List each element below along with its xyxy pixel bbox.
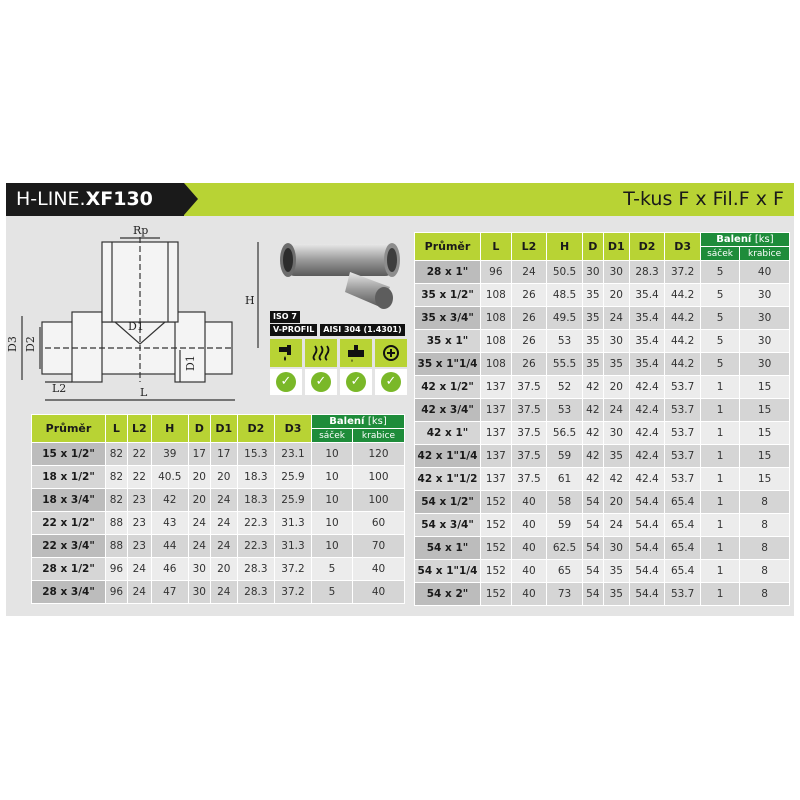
table-cell: 1 bbox=[700, 399, 739, 422]
table-cell: 152 bbox=[481, 560, 512, 583]
table-cell: 37.5 bbox=[511, 376, 547, 399]
table-cell: 24 bbox=[603, 399, 629, 422]
table-cell: 42.4 bbox=[629, 376, 665, 399]
row-size: 54 x 2" bbox=[415, 583, 481, 606]
table-cell: 59 bbox=[547, 445, 583, 468]
table-cell: 8 bbox=[740, 514, 790, 537]
table-cell: 48.5 bbox=[547, 284, 583, 307]
col-l: L bbox=[106, 415, 128, 443]
table-row bbox=[415, 376, 790, 399]
table-cell: 17 bbox=[210, 443, 237, 466]
table-cell: 30 bbox=[582, 261, 603, 284]
table-cell: 42 bbox=[603, 468, 629, 491]
table-cell: 40.5 bbox=[151, 466, 188, 489]
rp-label: Rp bbox=[133, 224, 149, 237]
table-cell: 42 bbox=[582, 422, 603, 445]
table-cell: 5 bbox=[700, 261, 739, 284]
table-cell: 54.4 bbox=[629, 514, 665, 537]
table-cell: 56.5 bbox=[547, 422, 583, 445]
table-cell: 1 bbox=[700, 537, 739, 560]
table-cell: 65.4 bbox=[665, 560, 701, 583]
table-cell: 82 bbox=[106, 489, 128, 512]
table-cell: 55.5 bbox=[547, 353, 583, 376]
table-cell: 73 bbox=[547, 583, 583, 606]
table-cell: 20 bbox=[603, 491, 629, 514]
col-sacek: sáček bbox=[312, 429, 353, 443]
table-cell: 54 bbox=[582, 491, 603, 514]
table-cell: 35 bbox=[603, 560, 629, 583]
table-cell: 35.4 bbox=[629, 353, 665, 376]
row-size: 35 x 1"1/4 bbox=[415, 353, 481, 376]
l2-label: L2 bbox=[52, 382, 67, 395]
table-cell: 28.3 bbox=[237, 581, 274, 604]
table-cell: 24 bbox=[210, 535, 237, 558]
table-cell: 15 bbox=[740, 422, 790, 445]
dimensions-table-left bbox=[31, 414, 405, 604]
table-row bbox=[415, 491, 790, 514]
table-cell: 65.4 bbox=[665, 514, 701, 537]
table-cell: 1 bbox=[700, 491, 739, 514]
table-cell: 18.3 bbox=[237, 489, 274, 512]
row-size: 42 x 1"1/2 bbox=[415, 468, 481, 491]
table-cell: 24 bbox=[210, 581, 237, 604]
dimensions-table-right bbox=[414, 232, 790, 606]
table-cell: 40 bbox=[353, 558, 405, 581]
table-row bbox=[415, 399, 790, 422]
table-cell: 22 bbox=[127, 443, 151, 466]
row-size: 18 x 3/4" bbox=[32, 489, 106, 512]
table-cell: 5 bbox=[700, 284, 739, 307]
row-size: 18 x 1/2" bbox=[32, 466, 106, 489]
table-row bbox=[32, 489, 405, 512]
row-size: 22 x 3/4" bbox=[32, 535, 106, 558]
table-cell: 54 bbox=[582, 583, 603, 606]
table-cell: 24 bbox=[188, 512, 210, 535]
col-krabice: krabice bbox=[353, 429, 405, 443]
col-d1: D1 bbox=[210, 415, 237, 443]
table-cell: 22.3 bbox=[237, 512, 274, 535]
table-cell: 37.2 bbox=[274, 581, 311, 604]
table-cell: 15 bbox=[740, 468, 790, 491]
table-cell: 58 bbox=[547, 491, 583, 514]
table-cell: 20 bbox=[210, 466, 237, 489]
table-cell: 8 bbox=[740, 560, 790, 583]
row-size: 35 x 1/2" bbox=[415, 284, 481, 307]
table-row bbox=[32, 558, 405, 581]
table-cell: 23 bbox=[127, 489, 151, 512]
table-cell: 54 bbox=[582, 514, 603, 537]
table-cell: 23 bbox=[127, 535, 151, 558]
table-cell: 1 bbox=[700, 376, 739, 399]
table-row bbox=[32, 581, 405, 604]
col-krabice: krabice bbox=[740, 247, 790, 261]
table-cell: 53.7 bbox=[665, 468, 701, 491]
table-cell: 108 bbox=[481, 307, 512, 330]
table-row bbox=[415, 307, 790, 330]
table-cell: 44.2 bbox=[665, 284, 701, 307]
table-cell: 24 bbox=[127, 581, 151, 604]
row-size: 35 x 3/4" bbox=[415, 307, 481, 330]
table-cell: 40 bbox=[511, 560, 547, 583]
table-cell: 70 bbox=[353, 535, 405, 558]
table-cell: 24 bbox=[603, 307, 629, 330]
table-row bbox=[415, 468, 790, 491]
row-size: 28 x 3/4" bbox=[32, 581, 106, 604]
row-size: 35 x 1" bbox=[415, 330, 481, 353]
table-cell: 23 bbox=[127, 512, 151, 535]
table-cell: 28.3 bbox=[629, 261, 665, 284]
col-d: D bbox=[582, 233, 603, 261]
table-cell: 54.4 bbox=[629, 491, 665, 514]
d3-label: D3 bbox=[6, 336, 19, 352]
table-cell: 65.4 bbox=[665, 537, 701, 560]
table-cell: 10 bbox=[312, 535, 353, 558]
table-cell: 30 bbox=[740, 353, 790, 376]
table-cell: 100 bbox=[353, 466, 405, 489]
table-cell: 152 bbox=[481, 514, 512, 537]
table-cell: 5 bbox=[700, 330, 739, 353]
row-size: 42 x 1" bbox=[415, 422, 481, 445]
table-cell: 152 bbox=[481, 491, 512, 514]
row-size: 42 x 3/4" bbox=[415, 399, 481, 422]
col-h: H bbox=[547, 233, 583, 261]
table-row bbox=[415, 445, 790, 468]
table-cell: 35 bbox=[603, 445, 629, 468]
table-cell: 25.9 bbox=[274, 489, 311, 512]
row-size: 54 x 1" bbox=[415, 537, 481, 560]
table-cell: 53 bbox=[547, 399, 583, 422]
table-cell: 96 bbox=[106, 558, 128, 581]
table-cell: 120 bbox=[353, 443, 405, 466]
d2-label: D2 bbox=[24, 336, 37, 352]
table-cell: 8 bbox=[740, 537, 790, 560]
table-cell: 37.2 bbox=[665, 261, 701, 284]
table-cell: 62.5 bbox=[547, 537, 583, 560]
table-cell: 61 bbox=[547, 468, 583, 491]
table-cell: 42.4 bbox=[629, 399, 665, 422]
table-cell: 24 bbox=[188, 535, 210, 558]
product-line: H-LINE. bbox=[16, 188, 86, 210]
table-cell: 40 bbox=[511, 491, 547, 514]
check-icon: ✓ bbox=[375, 369, 407, 395]
row-size: 54 x 1/2" bbox=[415, 491, 481, 514]
table-cell: 152 bbox=[481, 537, 512, 560]
table-cell: 1 bbox=[700, 514, 739, 537]
table-cell: 24 bbox=[511, 261, 547, 284]
table-cell: 30 bbox=[603, 330, 629, 353]
row-size: 28 x 1" bbox=[415, 261, 481, 284]
table-cell: 8 bbox=[740, 583, 790, 606]
check-icon: ✓ bbox=[270, 369, 302, 395]
table-cell: 30 bbox=[603, 261, 629, 284]
table-cell: 40 bbox=[353, 581, 405, 604]
table-row bbox=[32, 512, 405, 535]
d1-label: D1 bbox=[128, 320, 144, 333]
table-cell: 42.4 bbox=[629, 468, 665, 491]
col-d1: D1 bbox=[603, 233, 629, 261]
gas-tap-icon bbox=[340, 339, 372, 367]
col-l2: L2 bbox=[511, 233, 547, 261]
table-cell: 24 bbox=[210, 489, 237, 512]
col-baleni: Balení [ks] bbox=[700, 233, 789, 247]
table-row bbox=[415, 422, 790, 445]
table-cell: 24 bbox=[603, 514, 629, 537]
table-cell: 10 bbox=[312, 443, 353, 466]
table-cell: 30 bbox=[740, 307, 790, 330]
vprofil-badge: V-PROFIL bbox=[270, 324, 317, 336]
table-cell: 5 bbox=[312, 558, 353, 581]
aisi-badge: AISI 304 (1.4301) bbox=[320, 324, 404, 336]
col-prumer: Průměr bbox=[32, 415, 106, 443]
table-row bbox=[32, 443, 405, 466]
table-cell: 59 bbox=[547, 514, 583, 537]
technical-drawing bbox=[6, 222, 268, 412]
table-row bbox=[32, 535, 405, 558]
table-cell: 15 bbox=[740, 376, 790, 399]
table-row bbox=[32, 466, 405, 489]
table-cell: 40 bbox=[511, 514, 547, 537]
table-cell: 20 bbox=[188, 466, 210, 489]
table-cell: 5 bbox=[700, 353, 739, 376]
table-cell: 49.5 bbox=[547, 307, 583, 330]
table-cell: 42 bbox=[582, 399, 603, 422]
table-cell: 96 bbox=[481, 261, 512, 284]
table-cell: 1 bbox=[700, 468, 739, 491]
col-l2: L2 bbox=[127, 415, 151, 443]
product-photo bbox=[270, 222, 410, 310]
table-cell: 44 bbox=[151, 535, 188, 558]
table-cell: 53.7 bbox=[665, 376, 701, 399]
table-row bbox=[415, 353, 790, 376]
table-cell: 37.2 bbox=[274, 558, 311, 581]
table-cell: 100 bbox=[353, 489, 405, 512]
table-cell: 35 bbox=[603, 353, 629, 376]
table-cell: 30 bbox=[603, 422, 629, 445]
table-cell: 53.7 bbox=[665, 445, 701, 468]
table-cell: 37.5 bbox=[511, 422, 547, 445]
table-cell: 1 bbox=[700, 422, 739, 445]
table-cell: 39 bbox=[151, 443, 188, 466]
table-cell: 18.3 bbox=[237, 466, 274, 489]
col-prumer: Průměr bbox=[415, 233, 481, 261]
table-cell: 42 bbox=[582, 445, 603, 468]
table-cell: 37.5 bbox=[511, 399, 547, 422]
table-cell: 30 bbox=[603, 537, 629, 560]
row-size: 54 x 3/4" bbox=[415, 514, 481, 537]
table-cell: 137 bbox=[481, 376, 512, 399]
table-cell: 24 bbox=[210, 512, 237, 535]
table-cell: 17 bbox=[188, 443, 210, 466]
table-row bbox=[415, 330, 790, 353]
col-baleni: Balení [ks] bbox=[312, 415, 405, 429]
table-cell: 5 bbox=[700, 307, 739, 330]
table-cell: 137 bbox=[481, 399, 512, 422]
feature-badges bbox=[270, 311, 415, 403]
table-cell: 35 bbox=[582, 353, 603, 376]
table-cell: 65 bbox=[547, 560, 583, 583]
table-cell: 54 bbox=[582, 537, 603, 560]
table-cell: 35 bbox=[582, 307, 603, 330]
table-cell: 20 bbox=[603, 284, 629, 307]
table-cell: 53 bbox=[547, 330, 583, 353]
table-cell: 108 bbox=[481, 353, 512, 376]
col-d: D bbox=[188, 415, 210, 443]
col-d3: D3 bbox=[274, 415, 311, 443]
row-size: 42 x 1/2" bbox=[415, 376, 481, 399]
table-cell: 25.9 bbox=[274, 466, 311, 489]
iso-badge: ISO 7 bbox=[270, 311, 300, 323]
col-sacek: sáček bbox=[700, 247, 739, 261]
table-row bbox=[415, 514, 790, 537]
table-cell: 96 bbox=[106, 581, 128, 604]
table-cell: 53.7 bbox=[665, 583, 701, 606]
col-l: L bbox=[481, 233, 512, 261]
table-cell: 15 bbox=[740, 399, 790, 422]
table-cell: 137 bbox=[481, 445, 512, 468]
table-cell: 82 bbox=[106, 466, 128, 489]
table-cell: 54.4 bbox=[629, 560, 665, 583]
table-cell: 37.5 bbox=[511, 445, 547, 468]
table-cell: 26 bbox=[511, 307, 547, 330]
table-cell: 137 bbox=[481, 468, 512, 491]
table-cell: 53.7 bbox=[665, 422, 701, 445]
compressed-air-icon bbox=[375, 339, 407, 367]
table-cell: 30 bbox=[740, 330, 790, 353]
table-row bbox=[415, 537, 790, 560]
table-cell: 8 bbox=[740, 491, 790, 514]
table-cell: 1 bbox=[700, 445, 739, 468]
table-cell: 26 bbox=[511, 353, 547, 376]
table-cell: 23.1 bbox=[274, 443, 311, 466]
table-cell: 22.3 bbox=[237, 535, 274, 558]
product-number: XF130 bbox=[85, 188, 153, 210]
table-cell: 88 bbox=[106, 535, 128, 558]
table-cell: 31.3 bbox=[274, 512, 311, 535]
table-cell: 26 bbox=[511, 284, 547, 307]
table-cell: 22 bbox=[127, 466, 151, 489]
table-cell: 24 bbox=[127, 558, 151, 581]
col-d3: D3 bbox=[665, 233, 701, 261]
table-cell: 15 bbox=[740, 445, 790, 468]
table-cell: 43 bbox=[151, 512, 188, 535]
check-icon: ✓ bbox=[305, 369, 337, 395]
table-cell: 137 bbox=[481, 422, 512, 445]
row-size: 22 x 1/2" bbox=[32, 512, 106, 535]
h-label: H bbox=[245, 294, 255, 307]
table-cell: 42 bbox=[582, 376, 603, 399]
header-chevron bbox=[184, 183, 198, 215]
table-cell: 44.2 bbox=[665, 353, 701, 376]
table-cell: 42 bbox=[151, 489, 188, 512]
header bbox=[6, 183, 794, 216]
table-cell: 30 bbox=[188, 581, 210, 604]
table-cell: 108 bbox=[481, 330, 512, 353]
table-cell: 35.4 bbox=[629, 284, 665, 307]
table-cell: 5 bbox=[312, 581, 353, 604]
table-cell: 53.7 bbox=[665, 399, 701, 422]
table-cell: 28.3 bbox=[237, 558, 274, 581]
table-cell: 82 bbox=[106, 443, 128, 466]
l-label: L bbox=[140, 386, 148, 399]
product-title: T-kus F x Fil.F x F bbox=[623, 188, 784, 210]
table-cell: 52 bbox=[547, 376, 583, 399]
table-cell: 40 bbox=[740, 261, 790, 284]
table-cell: 108 bbox=[481, 284, 512, 307]
check-icon: ✓ bbox=[340, 369, 372, 395]
table-cell: 20 bbox=[603, 376, 629, 399]
table-cell: 54 bbox=[582, 560, 603, 583]
table-cell: 30 bbox=[740, 284, 790, 307]
table-cell: 10 bbox=[312, 512, 353, 535]
table-cell: 46 bbox=[151, 558, 188, 581]
table-cell: 42.4 bbox=[629, 422, 665, 445]
table-cell: 37.5 bbox=[511, 468, 547, 491]
heating-icon bbox=[305, 339, 337, 367]
table-cell: 65.4 bbox=[665, 491, 701, 514]
table-cell: 26 bbox=[511, 330, 547, 353]
table-cell: 20 bbox=[210, 558, 237, 581]
row-size: 28 x 1/2" bbox=[32, 558, 106, 581]
table-cell: 50.5 bbox=[547, 261, 583, 284]
row-size: 54 x 1"1/4 bbox=[415, 560, 481, 583]
table-cell: 20 bbox=[188, 489, 210, 512]
table-cell: 31.3 bbox=[274, 535, 311, 558]
table-cell: 54.4 bbox=[629, 537, 665, 560]
table-cell: 35.4 bbox=[629, 307, 665, 330]
table-row bbox=[415, 261, 790, 284]
table-cell: 42.4 bbox=[629, 445, 665, 468]
table-cell: 30 bbox=[188, 558, 210, 581]
table-cell: 10 bbox=[312, 466, 353, 489]
table-cell: 44.2 bbox=[665, 307, 701, 330]
col-d2: D2 bbox=[629, 233, 665, 261]
table-cell: 40 bbox=[511, 583, 547, 606]
table-cell: 60 bbox=[353, 512, 405, 535]
table-cell: 35 bbox=[603, 583, 629, 606]
table-cell: 40 bbox=[511, 537, 547, 560]
table-cell: 152 bbox=[481, 583, 512, 606]
table-row bbox=[415, 284, 790, 307]
table-cell: 35 bbox=[582, 284, 603, 307]
table-cell: 10 bbox=[312, 489, 353, 512]
table-cell: 54.4 bbox=[629, 583, 665, 606]
row-size: 42 x 1"1/4 bbox=[415, 445, 481, 468]
table-cell: 88 bbox=[106, 512, 128, 535]
table-cell: 15.3 bbox=[237, 443, 274, 466]
drinking-water-icon bbox=[270, 339, 302, 367]
d1-right-label: D1 bbox=[184, 355, 197, 371]
col-h: H bbox=[151, 415, 188, 443]
table-cell: 1 bbox=[700, 583, 739, 606]
table-row bbox=[415, 560, 790, 583]
table-cell: 35.4 bbox=[629, 330, 665, 353]
product-code bbox=[6, 183, 184, 216]
table-row bbox=[415, 583, 790, 606]
row-size: 15 x 1/2" bbox=[32, 443, 106, 466]
table-cell: 47 bbox=[151, 581, 188, 604]
table-cell: 1 bbox=[700, 560, 739, 583]
col-d2: D2 bbox=[237, 415, 274, 443]
table-cell: 44.2 bbox=[665, 330, 701, 353]
table-cell: 35 bbox=[582, 330, 603, 353]
table-cell: 42 bbox=[582, 468, 603, 491]
